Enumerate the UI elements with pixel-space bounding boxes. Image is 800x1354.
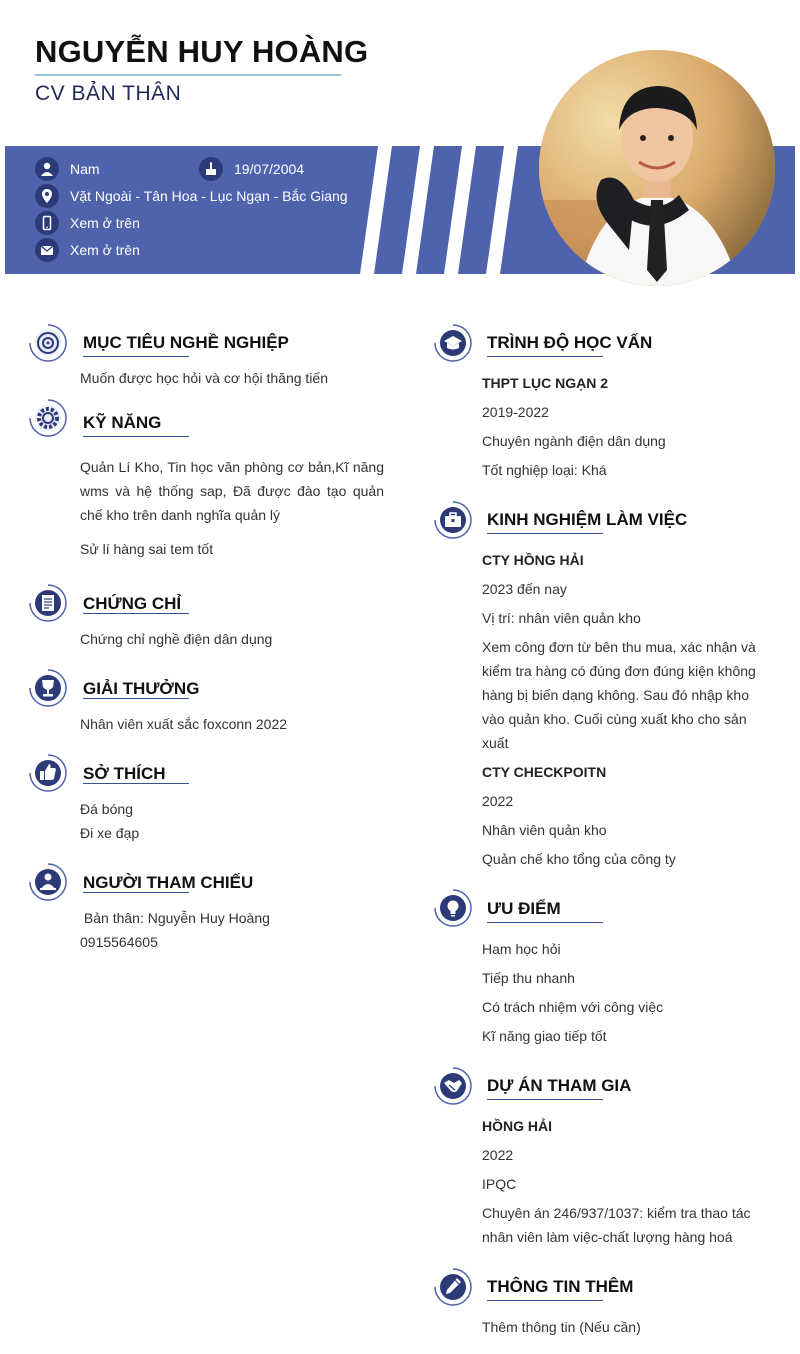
certificates-underline xyxy=(83,613,189,614)
projects-underline xyxy=(487,1099,603,1100)
handshake-icon xyxy=(433,1066,473,1106)
hobbies-title: SỞ THÍCH xyxy=(83,764,166,783)
education-years: 2019-2022 xyxy=(482,404,549,420)
pen-icon xyxy=(433,1267,473,1307)
skills-text-2: Sử lí hàng sai tem tốt xyxy=(80,541,214,557)
job1-time: 2023 đến nay xyxy=(482,581,567,597)
reference-person-icon xyxy=(28,862,68,902)
target-icon xyxy=(28,323,68,363)
projects-title: DỰ ÁN THAM GIA xyxy=(487,1076,632,1095)
hobby-item-2: Đi xe đạp xyxy=(80,825,140,841)
candidate-name: NGUYỄN HUY HOÀNG xyxy=(35,34,369,69)
project-description: Chuyên án 246/937/1037: kiểm tra thao tác nhân viên làm việc-chất lượng hàng hoá xyxy=(482,1205,751,1245)
strength-item-4: Kĩ năng giao tiếp tốt xyxy=(482,1028,607,1044)
job2-company: CTY CHECKPOITN xyxy=(482,764,607,780)
extra-info-underline xyxy=(487,1300,603,1301)
experience-title: KINH NGHIỆM LÀM VIỆC xyxy=(487,510,688,529)
education-title: TRÌNH ĐỘ HỌC VẤN xyxy=(487,333,653,352)
certificate-icon xyxy=(28,583,68,623)
education-underline xyxy=(487,356,603,357)
graduation-cap-icon xyxy=(433,323,473,363)
phone-value: Xem ở trên xyxy=(70,215,140,231)
certificates-text: Chứng chỉ nghề điện dân dụng xyxy=(80,631,273,647)
objective-underline xyxy=(83,356,189,357)
gear-icon xyxy=(28,398,68,438)
job1-company: CTY HỒNG HẢI xyxy=(482,552,584,568)
decorative-stripes xyxy=(360,146,520,274)
gender-row xyxy=(35,157,100,181)
strengths-title: ƯU ĐIỂM xyxy=(487,899,561,918)
extra-info-text: Thêm thông tin (Nếu cần) xyxy=(482,1319,641,1335)
references-title: NGƯỜI THAM CHIẾU xyxy=(83,873,254,892)
job2-time: 2022 xyxy=(482,793,514,809)
extra-info-title: THÔNG TIN THÊM xyxy=(487,1277,634,1296)
person-icon xyxy=(35,157,59,181)
job2-description: Quản chế kho tổng của công ty xyxy=(482,851,676,867)
email-row xyxy=(35,238,140,262)
thumbs-up-icon xyxy=(28,753,68,793)
address-value: Vặt Ngoài - Tân Hoa - Lục Ngạn - Bắc Giang xyxy=(70,188,348,204)
trophy-icon xyxy=(28,668,68,708)
lightbulb-icon xyxy=(433,888,473,928)
hobbies-underline xyxy=(83,783,189,784)
project-year: 2022 xyxy=(482,1147,514,1163)
birthday-cake-icon xyxy=(199,157,223,181)
education-grade: Tốt nghiệp loại: Khá xyxy=(482,462,607,478)
skills-text-1: Quản Lí Kho, Tin học văn phòng cơ bản,Kĩ năng wms và hệ thống sap, Đã được đào tạo quản chế kho trên danh nghĩa quản lý xyxy=(80,459,384,523)
cv-subtitle: CV BẢN THÂN xyxy=(35,82,182,105)
phone-row xyxy=(35,211,140,235)
job1-description: Xem công đơn từ bên thu mua, xác nhận và kiểm tra hàng có đúng đơn đúng kiện không hàng bị biến dạng không. Sau đó nhập kho vào quản kho. Cuối cùng xuất kho cho sản xuất xyxy=(482,639,756,751)
briefcase-icon xyxy=(433,500,473,540)
strengths-underline xyxy=(487,922,603,923)
reference-line-1: Bản thân: Nguyễn Huy Hoàng xyxy=(80,910,270,926)
awards-title: GIẢI THƯỞNG xyxy=(83,679,200,698)
experience-underline xyxy=(487,533,603,534)
birthday-value: 19/07/2004 xyxy=(234,161,305,177)
hobby-item-1: Đá bóng xyxy=(80,801,133,817)
references-underline xyxy=(83,892,189,893)
education-school: THPT LỤC NGẠN 2 xyxy=(482,375,608,391)
project-name: HỒNG HẢI xyxy=(482,1118,552,1134)
objective-title: MỤC TIÊU NGHỀ NGHIỆP xyxy=(83,333,289,352)
gender-value: Nam xyxy=(70,161,100,177)
awards-text: Nhân viên xuất sắc foxconn 2022 xyxy=(80,716,288,732)
strength-item-1: Ham học hỏi xyxy=(482,941,561,957)
job1-position: Vị trí: nhân viên quản kho xyxy=(482,610,641,626)
strength-item-3: Có trách nhiệm với công việc xyxy=(482,999,664,1015)
job2-position: Nhân viên quản kho xyxy=(482,822,607,838)
certificates-title: CHỨNG CHỈ xyxy=(83,594,182,613)
skills-underline xyxy=(83,436,189,437)
reference-line-2: 0915564605 xyxy=(80,934,158,950)
objective-text: Muốn được học hỏi và cơ hội thăng tiến xyxy=(80,370,328,386)
email-icon xyxy=(35,238,59,262)
skills-title: KỸ NĂNG xyxy=(83,413,162,432)
address-row xyxy=(35,184,348,208)
strength-item-2: Tiếp thu nhanh xyxy=(482,970,575,986)
location-pin-icon xyxy=(35,184,59,208)
email-value: Xem ở trên xyxy=(70,242,140,258)
birthday-row xyxy=(199,157,304,181)
profile-photo xyxy=(539,50,775,286)
project-role: IPQC xyxy=(482,1176,517,1192)
education-major: Chuyên ngành điện dân dụng xyxy=(482,433,666,449)
awards-underline xyxy=(83,698,189,699)
name-underline xyxy=(35,74,341,76)
phone-icon xyxy=(35,211,59,235)
